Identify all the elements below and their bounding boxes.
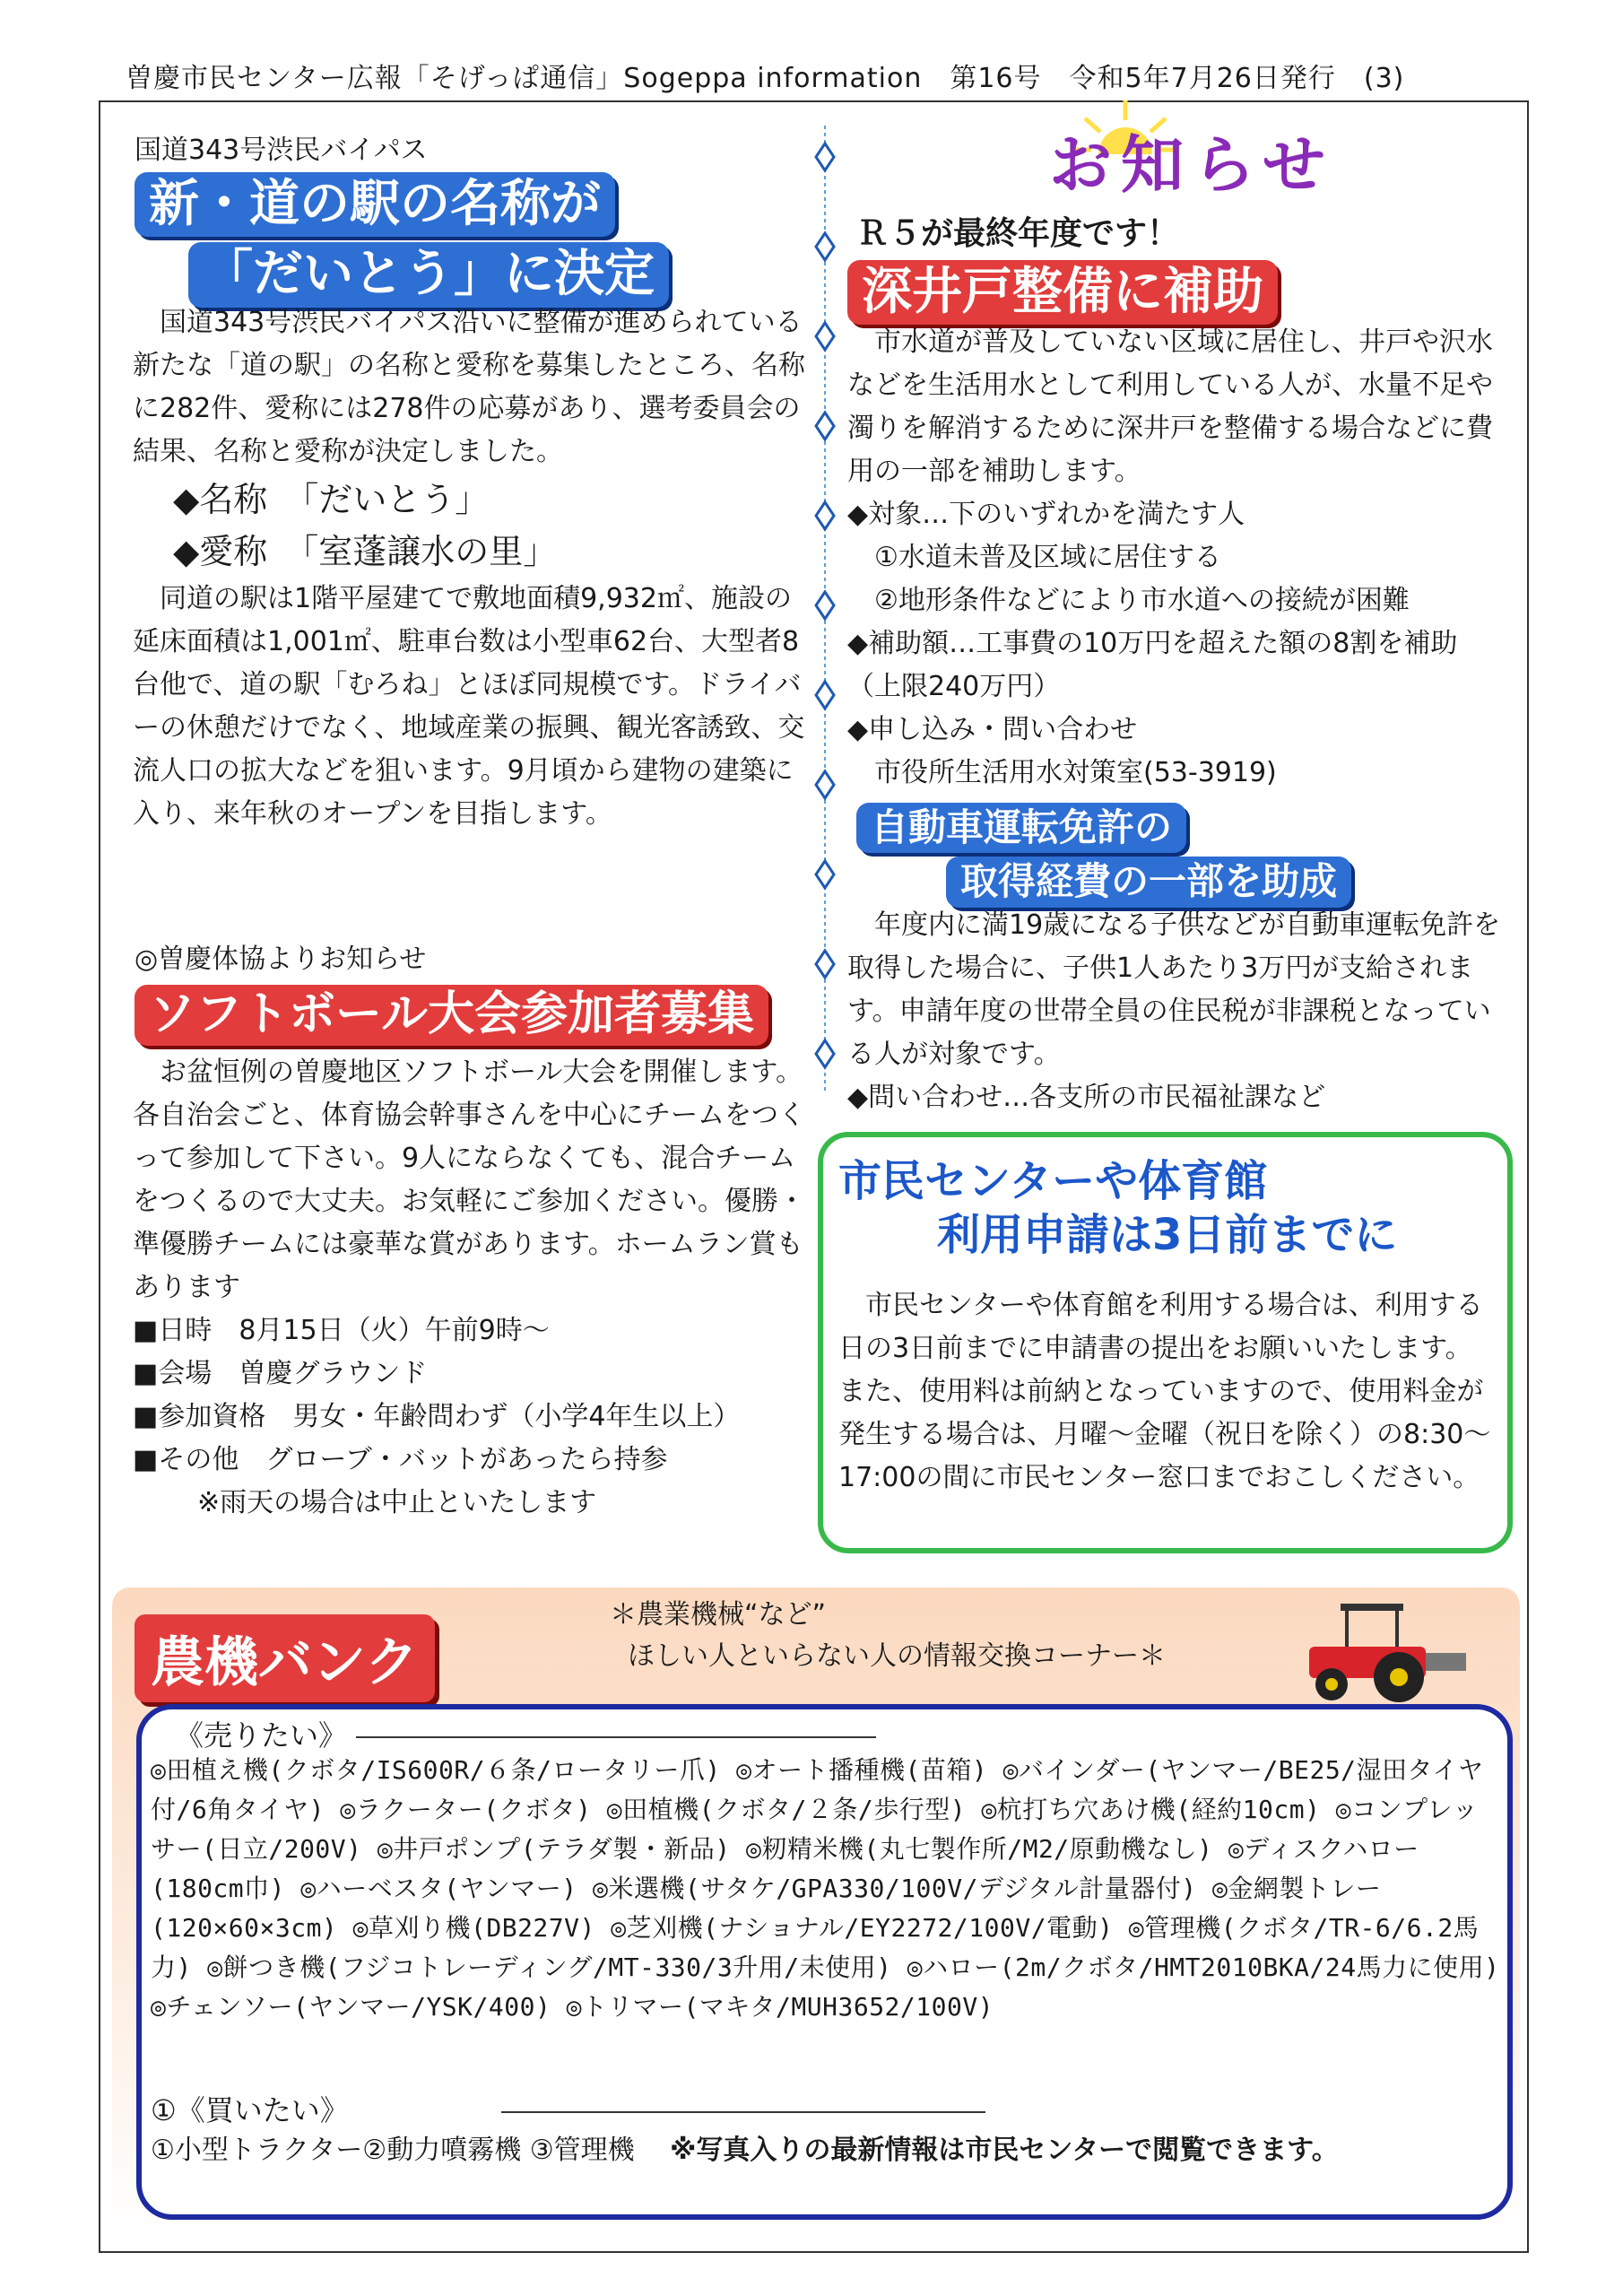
softball-other: ■その他 グローブ・バットがあったら持参: [133, 1444, 668, 1475]
station-body: [133, 301, 807, 836]
center-title-line2: 利用申請は3日前までに: [937, 1210, 1398, 1260]
buy-heading: ①《買いたい》: [151, 2093, 349, 2127]
well-target: ◆対象…下のいずれかを満たす人: [847, 499, 1245, 530]
well-apply: ◆申し込み・問い合わせ: [847, 714, 1138, 745]
station-title-line2: 「だいとう」に決定: [188, 242, 669, 307]
well-cond2: ②地形条件などにより市水道への接続が困難: [874, 585, 1410, 616]
station-nick-line: ◆愛称 「室蓬譲水の里」: [173, 532, 558, 571]
license-title-line2: 取得経費の一部を助成: [946, 857, 1351, 907]
license-title: [856, 803, 1351, 908]
buy-heading-rule: [501, 2111, 985, 2113]
buy-heading-row: [151, 2088, 985, 2129]
station-para2: 同道の駅は1階平屋建てで敷地面積9,932㎡、施設の延床面積は1,001㎡、駐車台数は小型車62台、大型者8台他で、道の駅「むろね」とほぼ同規模です。ドライバーの休憩だけでなく、地域産業の振興、観光客誘致、交流人口の拡大などを狙います。9月頃から建物の建築に入り、来年秋のオープンを目指します。: [133, 583, 805, 830]
farm-bank-sub2: ほしい人といらない人の情報交換コーナー＊: [628, 1640, 1166, 1672]
softball-para: お盆恒例の曽慶地区ソフトボール大会を開催します。各自治会ごと、体育協会幹事さんを中心にチームをつくって参加して下さい。9人にならなくても、混合チームをつくるので大丈夫。お気軽にご参加ください。優勝・準優勝チームには豪華な賞があります。ホームラン賞もあります: [133, 1057, 805, 1303]
center-body: [838, 1284, 1493, 1500]
softball-kicker: ◎曽慶体協よりお知らせ: [135, 944, 427, 975]
sell-heading-row: [175, 1713, 876, 1754]
buy-row: [151, 2127, 1339, 2167]
well-title: 深井戸整備に補助: [847, 260, 1278, 325]
sell-list: ◎田植え機(クボタ/IS600R/６条/ロータリー爪) ◎オート播種機(苗箱) ◎バインダー(ヤンマー/BE25/湿田タイヤ付/6角タイヤ) ◎ラクーター(クボタ) ◎田植機(クボタ/２条/歩行型) ◎杭打ち穴あけ機(経約10cm) ◎コンプレッサー(日立/200V) ◎井戸ポンプ(テラダ製・新品) ◎籾精米機(丸七製作所/M2/原動機なし) ◎ディスクハロー(180cm巾) ◎ハーベスタ(ヤンマー) ◎米選機(サタケ/GPA330/100V/デジタル計量器付) ◎金網製トレー(120×60×3cm) ◎草刈り機(DB227V) ◎芝刈機(ナショナル/EY2272/100V/電動) ◎管理機(クボタ/TR-6/6.2馬力) ◎餅つき機(フジコトレーディング/MT-330/3升用/未使用) ◎ハロー(2m/クボタ/HMT2010BKA/24馬力に使用) ◎チェンソー(ヤンマー/YSK/400) ◎トリマー(マキタ/MUH3652/100V): [151, 1755, 1500, 2022]
station-name-line: ◆名称 「だいとう」: [173, 480, 490, 519]
well-kicker: Ｒ５が最終年度です！: [856, 215, 1180, 252]
buy-list: ①小型トラクター②動力噴霧機 ③管理機: [151, 2135, 635, 2166]
center-para: 市民センターや体育館を利用する場合は、利用する日の3日前までに申請書の提出をお願いいたします。また、使用料は前納となっていますので、使用料金が発生する場合は、月曜～金曜（祝日を除く）の8:30～17:00の間に市民センター窓口までおこしください。: [838, 1290, 1491, 1493]
farm-bank-subtitle: [610, 1595, 1166, 1677]
softball-date: ■日時 8月15日（火）午前9時～: [133, 1315, 550, 1346]
sell-heading-rule: [356, 1736, 876, 1738]
softball-qual: ■参加資格 男女・年齢問わず（小学4年生以上）: [133, 1401, 741, 1432]
license-body: [847, 904, 1502, 1119]
farm-bank-title: 農機バンク: [135, 1614, 435, 1702]
softball-title: ソフトボール大会参加者募集: [135, 985, 768, 1046]
tractor-icon: [1291, 1595, 1471, 1711]
center-title-line1: 市民センターや体育館: [838, 1156, 1268, 1206]
farm-bank-sub1: ＊農業機械“など”: [610, 1599, 827, 1631]
well-office: 市役所生活用水対策室(53-3919): [874, 757, 1277, 788]
well-amount: ◆補助額…工事費の10万円を超えた額の8割を補助（上限240万円）: [847, 628, 1458, 702]
softball-body: [133, 1051, 807, 1525]
well-para: 市水道が普及していない区域に居住し、井戸や沢水などを生活用水として利用している人が、水量不足や濁りを解消するために深井戸を整備する場合などに費用の一部を補助します。: [847, 326, 1493, 487]
column-divider: [812, 126, 838, 1094]
station-kicker: 国道343号渋民バイパス: [135, 135, 428, 166]
license-title-line1: 自動車運転免許の: [856, 803, 1186, 853]
station-para1: 国道343号渋民バイパス沿いに整備が進められている新たな「道の駅」の名称と愛称を募集したところ、名称に282件、愛称には278件の応募があり、選考委員会の結果、名称と愛称が決定しました。: [133, 307, 805, 467]
station-title-line1: 新・道の駅の名称が: [135, 172, 615, 237]
softball-venue: ■会場 曽慶グラウンド: [133, 1358, 428, 1389]
softball-title-wrap: [135, 985, 768, 1046]
well-title-wrap: [847, 260, 1278, 325]
license-contact: ◆問い合わせ…各支所の市民福祉課など: [847, 1082, 1326, 1113]
page-header: 曽慶市民センター広報「そげっぱ通信」Sogeppa information 第16号 令和5年7月26日発行 (3): [126, 63, 1405, 94]
well-body: [847, 321, 1502, 795]
well-cond1: ①水道未普及区域に居住する: [874, 542, 1221, 573]
license-para: 年度内に満19歳になる子供などが自動車運転免許を取得した場合に、子供1人あたり3万円が支給されます。申請年度の世帯全員の住民税が非課税となっている人が対象です。: [847, 909, 1501, 1070]
softball-note: ※雨天の場合は中止といたします: [197, 1487, 597, 1518]
station-title: [135, 172, 669, 308]
bank-note: ※写真入りの最新情報は市民センターで閲覧できます。: [670, 2135, 1339, 2166]
sell-heading: 《売りたい》: [175, 1718, 348, 1752]
notice-heading: お知らせ: [1049, 127, 1334, 202]
